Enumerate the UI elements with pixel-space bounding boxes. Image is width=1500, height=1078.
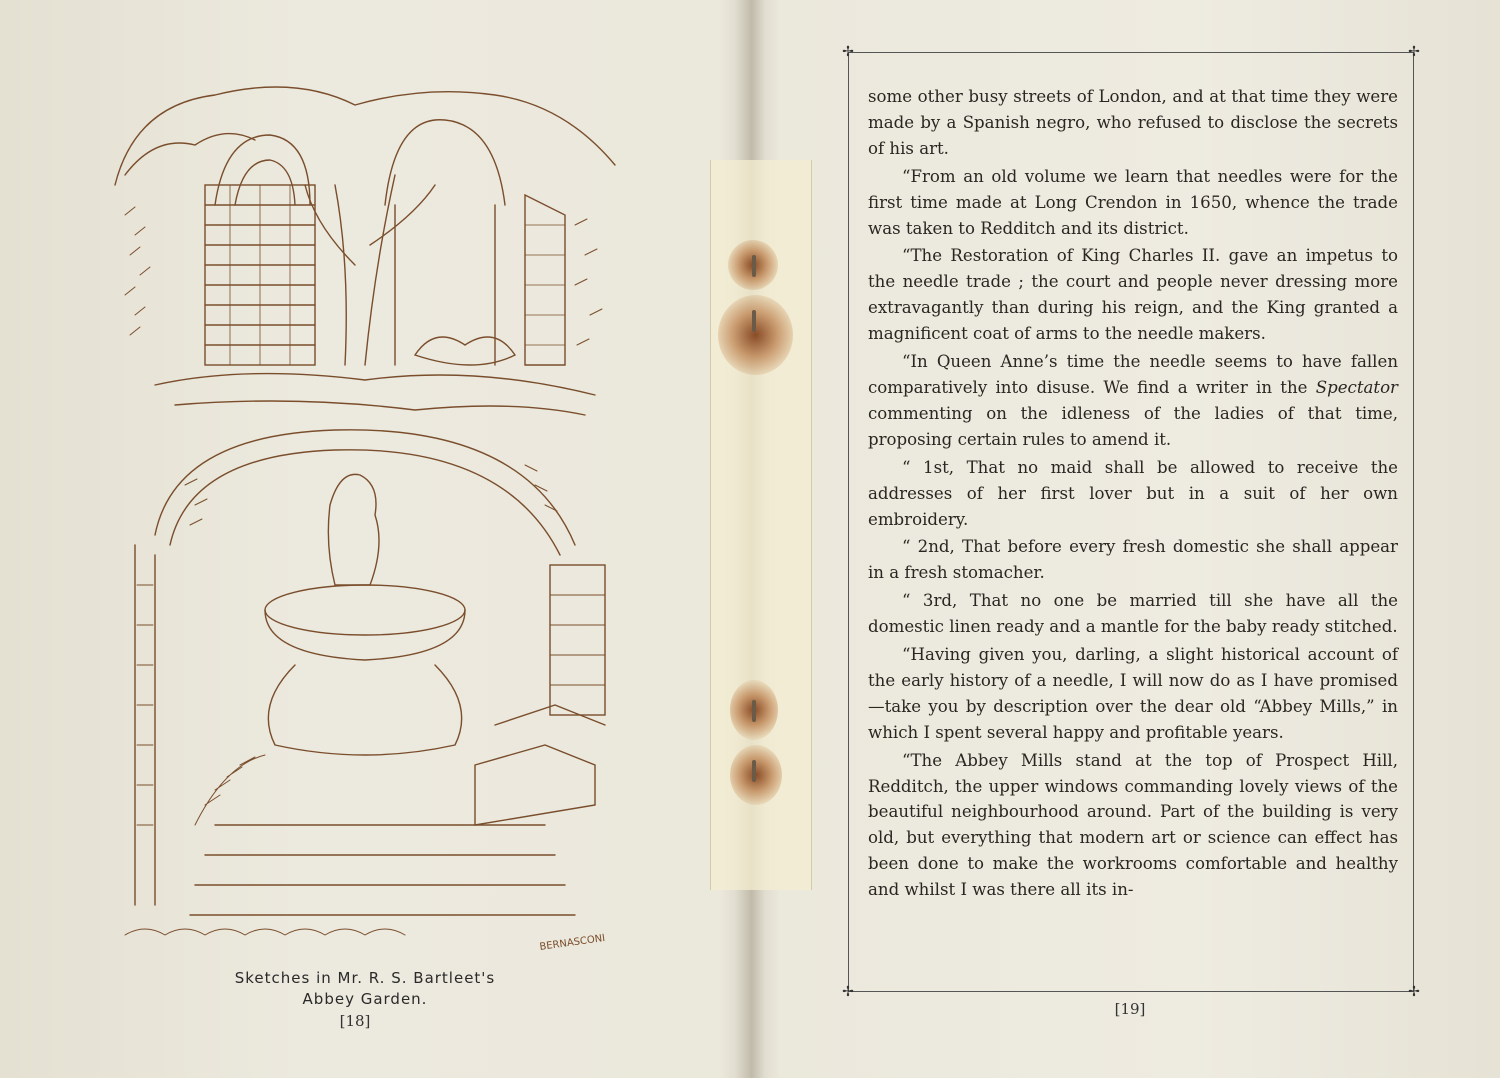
staple bbox=[752, 310, 756, 332]
paragraph: “ 1st, That no maid shall be allowed to receive the addresses of her first lover but in a suit of her own embroidery. bbox=[868, 457, 1398, 529]
right-page bbox=[760, 0, 1500, 1078]
paragraph: “The Restoration of King Charles II. gave an impetus to the needle trade ; the court and people never dressing more extravagantly than during his reign, and the King granted a magnificent coat of arms to the needle makers. bbox=[868, 246, 1398, 344]
page-number-left: [18] bbox=[339, 1012, 371, 1030]
staple bbox=[752, 700, 756, 722]
corner-ornament-icon: ✢ bbox=[1408, 984, 1420, 1000]
artist-signature: BERNASCONI bbox=[538, 932, 606, 953]
upper-ruins-sketch bbox=[115, 87, 615, 415]
staple bbox=[752, 760, 756, 782]
frame-right-rule bbox=[1413, 52, 1414, 992]
lower-arch-sketch bbox=[125, 430, 605, 935]
corner-ornament-icon: ✢ bbox=[842, 984, 854, 1000]
frame-bottom-rule bbox=[848, 991, 1414, 992]
garden-sketch-svg bbox=[95, 65, 640, 960]
paragraph bbox=[868, 349, 1398, 453]
italic-title: Spectator bbox=[1315, 377, 1398, 397]
page-text bbox=[868, 84, 1398, 903]
paragraph: “Having given you, darling, a slight historical account of the early history of a needle, I will now do as I have promised—take you by description over the dear old “Abbey Mills,” in which I spent several happy and profitable years. bbox=[868, 645, 1398, 742]
caption-line-2: Abbey Garden. bbox=[302, 990, 428, 1008]
paragraph-part: “In Queen Anne’s time the needle seems to have fallen comparatively into disuse. We find a writer in the bbox=[868, 352, 1398, 397]
corner-ornament-icon: ✢ bbox=[842, 44, 854, 60]
paragraph: some other busy streets of London, and at that time they were made by a Spanish negro, who refused to disclose the secrets of his art. bbox=[868, 87, 1398, 158]
frame-left-rule bbox=[848, 52, 849, 992]
paragraph: “ 3rd, That no one be married till she have all the domestic linen ready and a mantle for the baby ready stitched. bbox=[868, 591, 1398, 637]
paragraph: “ 2nd, That before every fresh domestic she shall appear in a fresh stomacher. bbox=[868, 537, 1398, 583]
corner-ornament-icon: ✢ bbox=[1408, 44, 1420, 60]
frame-top-rule bbox=[848, 52, 1414, 53]
left-page bbox=[0, 0, 745, 1078]
illustration-caption bbox=[180, 968, 550, 1010]
staple bbox=[752, 255, 756, 277]
caption-line-1: Sketches in Mr. R. S. Bartleet's bbox=[234, 969, 496, 987]
garden-illustration bbox=[95, 65, 640, 960]
page-number-right: [19] bbox=[1114, 1000, 1146, 1018]
paragraph-part: commenting on the idleness of the ladies of that time, proposing certain rules to amend it. bbox=[868, 403, 1398, 449]
paragraph: “The Abbey Mills stand at the top of Prospect Hill, Redditch, the upper windows commanding lovely views of the beautiful neighbourhood around. Part of the building is very old, but everything that modern art or science can effect has been done to make the workrooms comfortable and healthy and whilst I was there all its in- bbox=[868, 750, 1398, 900]
paragraph: “From an old volume we learn that needles were for the first time made at Long Crendon in 1650, whence the trade was taken to Redditch and its district. bbox=[868, 166, 1398, 238]
